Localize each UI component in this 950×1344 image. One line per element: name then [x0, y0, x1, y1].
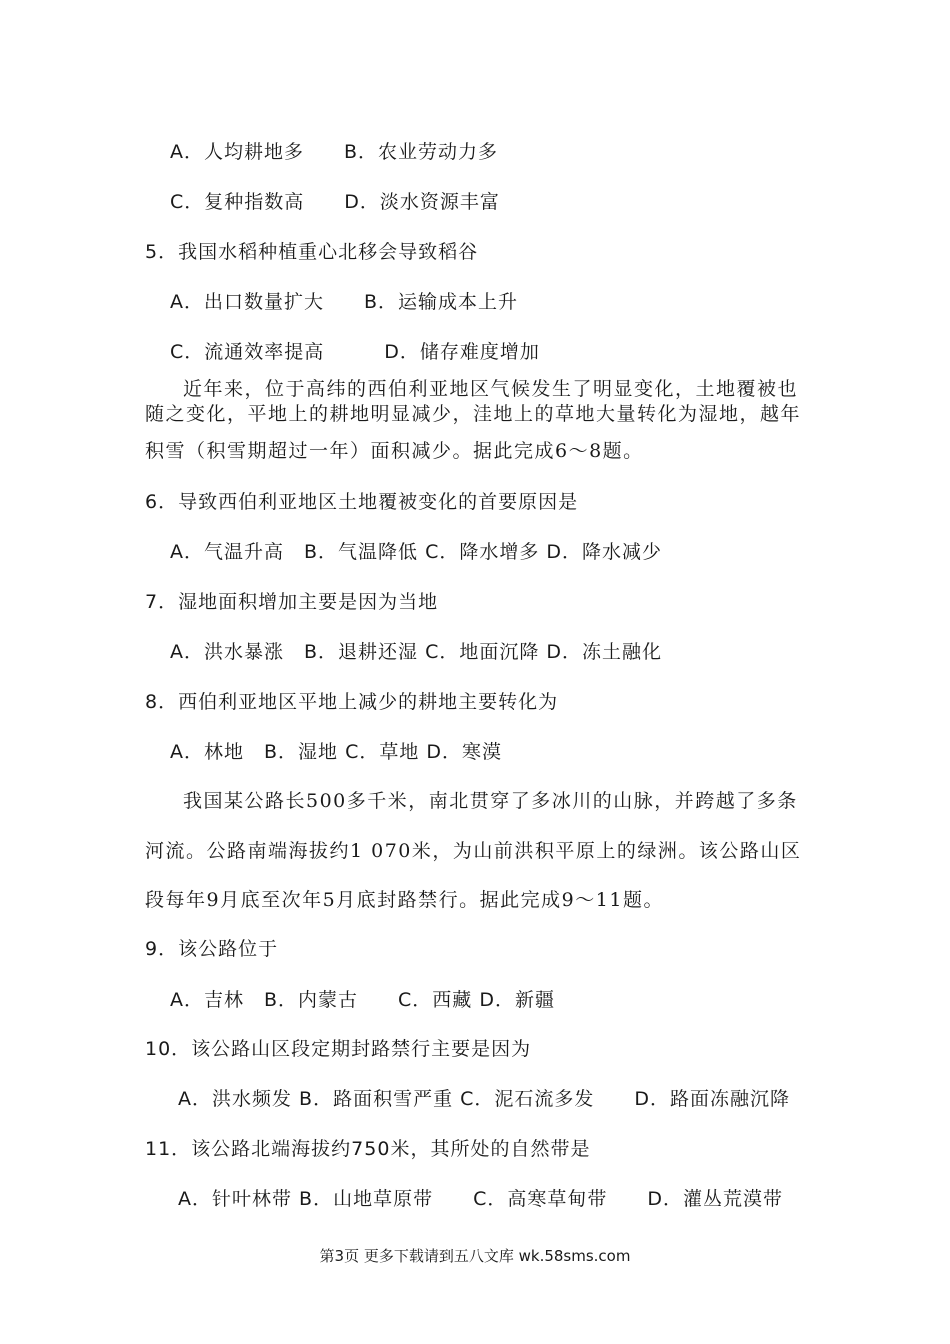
- q4-options-cd: C．复种指数高 D．淡水资源丰富: [170, 191, 500, 213]
- question-5: 5．我国水稻种植重心北移会导致稻谷: [145, 241, 479, 263]
- q10-options: A．洪水频发 B．路面积雪严重 C．泥石流多发 D．路面冻融沉降: [178, 1088, 791, 1110]
- q5-options-ab: A．出口数量扩大 B．运输成本上升: [170, 291, 519, 313]
- q9-options: A．吉林 B．内蒙古 C．西藏 D．新疆: [170, 989, 555, 1011]
- passage-1-line-1: 近年来，位于高纬的西伯利亚地区气候发生了明显变化，土地覆被也: [183, 378, 799, 400]
- question-9: 9．该公路位于: [145, 938, 279, 960]
- passage-1-line-3: 积雪（积雪期超过一年）面积减少。据此完成6～8题。: [145, 440, 644, 462]
- q4-options-ab: A．人均耕地多 B．农业劳动力多: [170, 141, 499, 163]
- q6-options: A．气温升高 B．气温降低 C．降水增多 D．降水减少: [170, 541, 663, 563]
- passage-2-line-2: 河流。公路南端海拔约1 070米，为山前洪积平原上的绿洲。该公路山区: [145, 840, 802, 862]
- q8-options: A．林地 B．湿地 C．草地 D．寒漠: [170, 741, 503, 763]
- question-8: 8．西伯利亚地区平地上减少的耕地主要转化为: [145, 691, 559, 713]
- passage-1-line-2: 随之变化，平地上的耕地明显减少，洼地上的草地大量转化为湿地，越年: [145, 403, 802, 425]
- page-footer: 第3页 更多下载请到五八文库 wk.58sms.com: [319, 1247, 631, 1265]
- q7-options: A．洪水暴涨 B．退耕还湿 C．地面沉降 D．冻土融化: [170, 641, 663, 663]
- q5-options-cd: C．流通效率提高 D．储存难度增加: [170, 341, 540, 363]
- passage-2-line-3: 段每年9月底至次年5月底封路禁行。据此完成9～11题。: [145, 889, 664, 911]
- question-11: 11．该公路北端海拔约750米，其所处的自然带是: [145, 1138, 591, 1160]
- question-7: 7．湿地面积增加主要是因为当地: [145, 591, 439, 613]
- question-10: 10．该公路山区段定期封路禁行主要是因为: [145, 1038, 532, 1060]
- passage-2-line-1: 我国某公路长500多千米，南北贯穿了多冰川的山脉，并跨越了多条: [183, 790, 798, 812]
- question-6: 6．导致西伯利亚地区土地覆被变化的首要原因是: [145, 491, 579, 513]
- q11-options: A．针叶林带 B．山地草原带 C．高寒草甸带 D．灌丛荒漠带: [178, 1188, 783, 1210]
